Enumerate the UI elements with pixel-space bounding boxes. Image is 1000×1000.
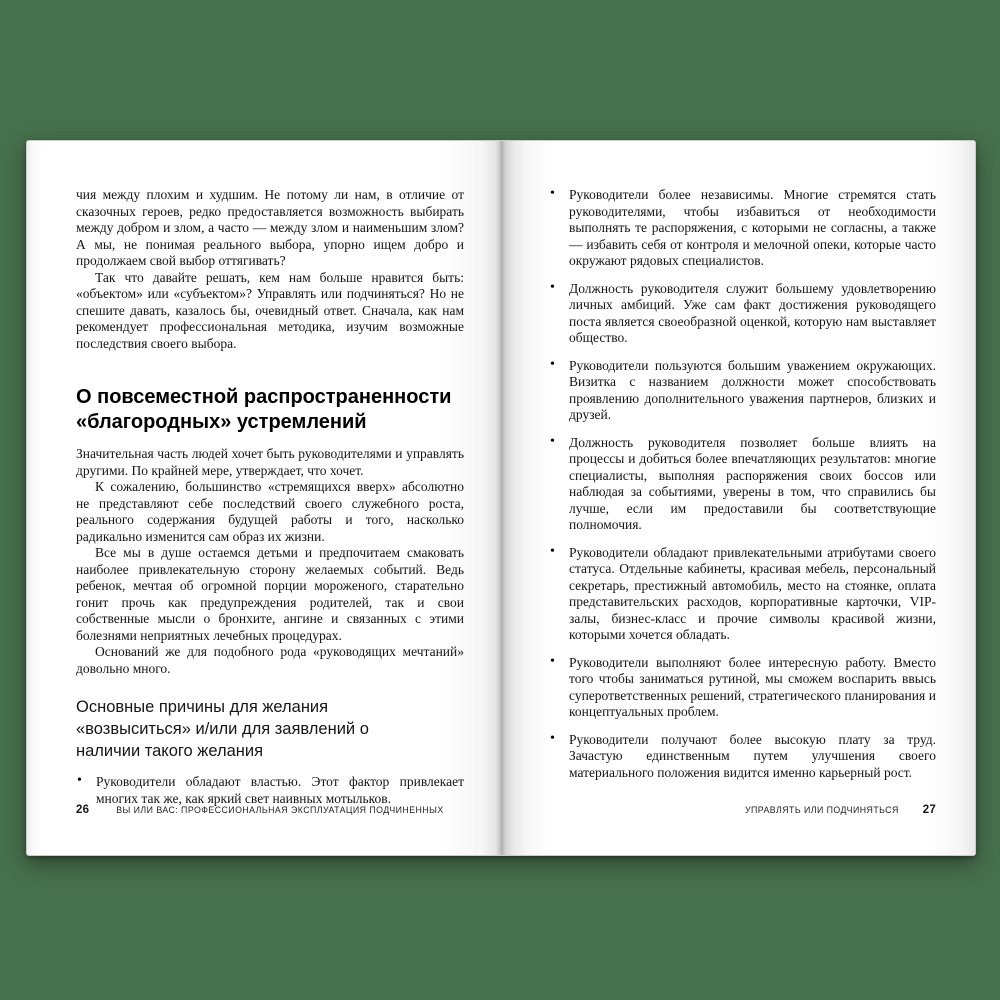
bullet-list	[549, 187, 936, 781]
bullet-icon: •	[550, 730, 555, 746]
running-title: ВЫ ИЛИ ВАС: ПРОФЕССИОНАЛЬНАЯ ЭКСПЛУАТАЦИЯ ПОДЧИНЕННЫХ	[116, 805, 444, 815]
list-item	[549, 187, 936, 270]
paragraph: чия между плохим и худшим. Не потому ли нам, в отличие от сказочных героев, редко предоставляется возможность выбирать между добром и злом, а часто — между злом и наименьшим злом? А мы, не понимая реального выбора, упорно ищем добро и продолжаем свой выбор оттягивать?	[76, 187, 464, 268]
list-item-text: Руководители получают более высокую плату за труд. Зачастую единственным путем улучшения своего материального положения видится именно карьерный рост.	[569, 731, 936, 780]
bullet-icon: •	[550, 433, 555, 449]
list-item	[549, 732, 936, 782]
page-footer	[76, 804, 464, 816]
bullet-list	[76, 774, 464, 807]
paragraph: Так что давайте решать, кем нам больше нравится быть: «объектом» или «субъектом»? Управлять или подчиняться? Но не спешите давать, казалось бы, очевидный ответ. Сначала, как нам рекомендует профессиональная методика, изучим возможные последствия своего выбора.	[76, 269, 464, 351]
paragraph: Все мы в душе остаемся детьми и предпочитаем смаковать наиболее привлекательную сторону желаемых событий. Ведь ребенок, мечтая об огромной порции мороженого, старательно гонит прочь как предупреждения родителей, так и свои собственные мысли о бронхите, ангине и связанных с этими болезнями неприятных лечебных процедурах.	[76, 545, 464, 643]
list-item-text: Руководители более независимы. Многие стремятся стать руководителями, чтобы избавиться от необходимости выполнять те распоряжения, с которыми не согласны, а также — избавить себя от контроля и мелочной опеки, которые часто окружают рядовых специалистов.	[569, 187, 936, 268]
subsection-heading: Основные причины для желания «возвыситься» и/или для заявлений о наличии такого желания	[76, 698, 369, 760]
paragraph: К сожалению, большинство «стремящихся вверх» абсолютно не представляют себе последствий своего служебного роста, реального содержания будущей работы и того, насколько радикально изменится сам образ их жизни.	[76, 479, 464, 544]
list-item-text: Руководители пользуются большим уважением окружающих. Визитка с названием должности может способствовать проявлению дополнительного уважения партнеров, близких и друзей.	[569, 357, 936, 422]
list-item-text: Должность руководителя служит большему удовлетворению личных амбиций. Уже сам факт достижения руководящего поста является своеобразной оценкой, которую нам выставляет общество.	[569, 280, 936, 345]
page-left-content	[76, 187, 464, 818]
page-footer	[549, 804, 936, 816]
page-number: 27	[922, 804, 936, 816]
bullet-icon: •	[550, 279, 555, 295]
bullet-icon: •	[550, 356, 555, 372]
list-item-text: Руководители обладают привлекательными атрибутами своего статуса. Отдельные кабинеты, красивая мебель, персональный секретарь, престижный автомобиль, место на стоянке, оплата представительских расходов, корпоративные карточки, VIP-залы, бизнес-класс и прочие символы красивой жизни, которыми хочется обладать.	[569, 544, 936, 642]
list-item	[549, 358, 936, 424]
bullet-icon: •	[550, 653, 555, 669]
list-item-text: Руководители выполняют более интересную работу. Вместо того чтобы заниматься рутиной, мы сможем воспарить ввысь суперответственных решений, стратегического планирования и концептуальных проблем.	[569, 654, 936, 719]
page-left	[27, 141, 501, 855]
page-number: 26	[76, 804, 90, 816]
list-item	[549, 281, 936, 347]
list-item-text: Руководители обладают властью. Этот фактор привлекает многих так же, как яркий свет наивных мотыльков.	[96, 774, 464, 806]
list-item	[549, 545, 936, 644]
page-right	[501, 141, 975, 855]
paragraph: Оснований же для подобного рода «руководящих мечтаний» довольно много.	[76, 644, 464, 676]
book-spread	[27, 141, 975, 855]
list-item	[549, 655, 936, 721]
bullet-icon: •	[550, 543, 555, 559]
list-item	[549, 435, 936, 534]
paragraph: Значительная часть людей хочет быть руководителями и управлять другими. По крайней мере, утверждает, что хочет.	[76, 446, 464, 478]
bullet-icon: •	[77, 773, 82, 788]
open-book	[26, 140, 976, 856]
section-heading: О повсеместной распространенности «благородных» устремлений	[76, 386, 452, 433]
list-item-text: Должность руководителя позволяет больше влиять на процессы и добиться более впечатляющих результатов: многие специалисты, выполняя распоряжения своих боссов или наблюдая за событиями, уверены в том, что справились бы лучше, если им предоставили бы соответствующие полномочия.	[569, 434, 936, 532]
list-item	[76, 774, 464, 807]
bullet-icon: •	[550, 186, 555, 201]
page-right-content	[549, 187, 936, 792]
running-title: УПРАВЛЯТЬ ИЛИ ПОДЧИНЯТЬСЯ	[744, 805, 899, 815]
